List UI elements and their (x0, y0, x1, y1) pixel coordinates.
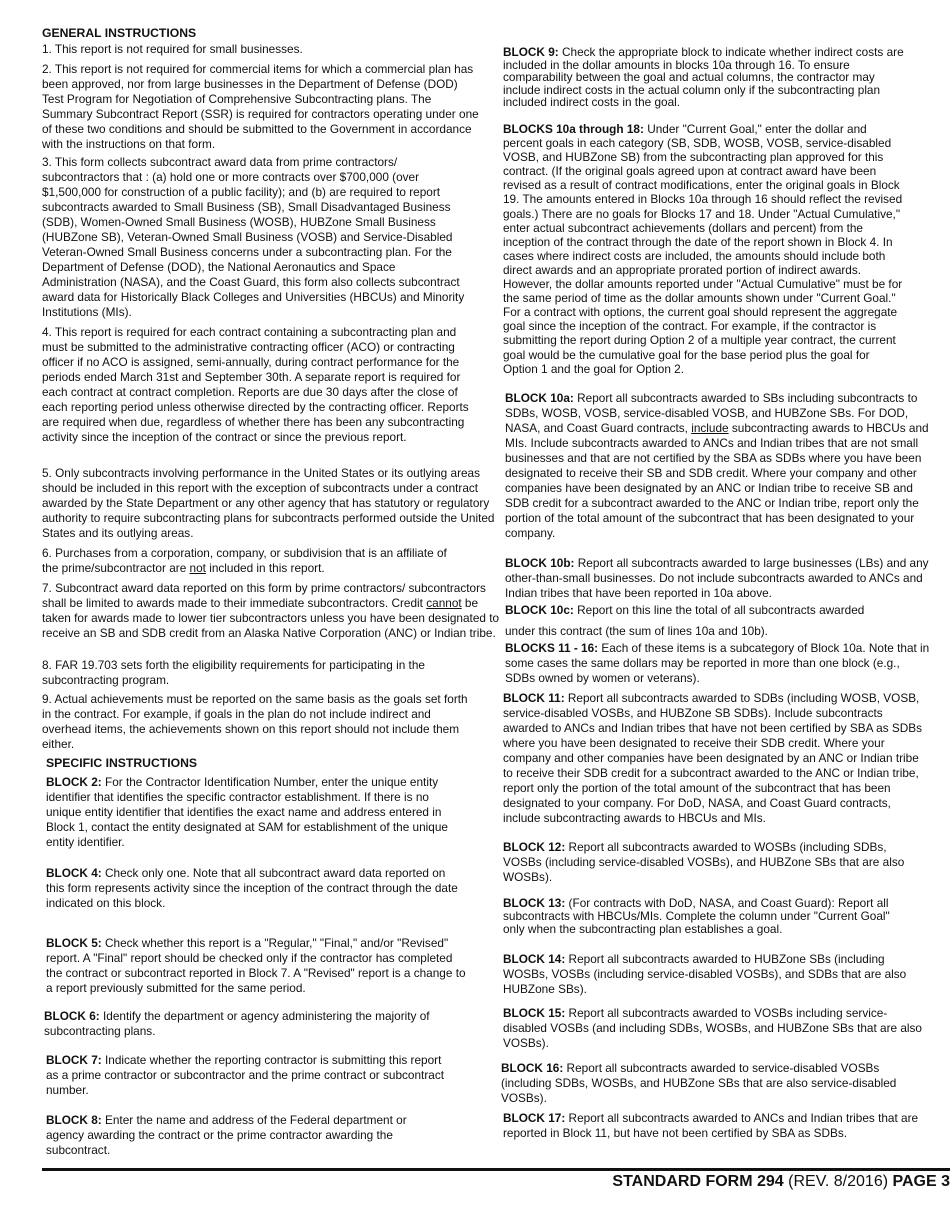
block-17-text: Report all subcontracts awarded to ANCs and Indian tribes that are reported in Block 11, but have not been certified by SBA as SDBs. (503, 1111, 919, 1140)
block-9 (503, 46, 915, 109)
block-11-label: BLOCK 11: (503, 691, 565, 705)
block-4-text: Check only one. Note that all subcontract award data reported on this form represents activity since the inception of the contract through the date indicated on this block. (46, 866, 458, 910)
general-item-7 (42, 581, 500, 641)
general-item-2: 2. This report is not required for commercial items for which a commercial plan has been approved, nor from large businesses in the Department of Defense (DOD) Test Program for Negotiation of Comprehensive Subcontracting plans. The Summary Subcontract Report (SSR) is required for contractors operating under one of these two conditions and should be submitted to the Government in accordance with the instructions on that form. (42, 62, 479, 151)
block-5-label: BLOCK 5: (46, 936, 102, 950)
general-item-5: 5. Only subcontracts involving performance in the United States or its outlying areas should be included in this report with the exception of subcontracts under a contract awarded by the State Department or any other agency that has statutory or regulatory authority to require subcontracting plans for subcontracts performed outside the United States and its outlying areas. (42, 466, 495, 540)
general-item-9: 9. Actual achievements must be reported on the same basis as the goals set forth in the contract. For example, if goals in the plan do not include indirect and overhead items, the achievements shown on this report should not include them either. (42, 692, 468, 751)
block-14-label: BLOCK 14: (503, 952, 566, 966)
blocks-11-16-label: BLOCKS 11 - 16: (505, 641, 599, 655)
block-10c (505, 603, 933, 618)
block-7-label: BLOCK 7: (46, 1053, 102, 1067)
blocks-10a-18-text: Under "Current Goal," enter the dollar and percent goals in each category (SB, SDB, WOSB, VOSB, service-disabled VOSB, and HUBZone SB) from the subcontracting plan approved for this contract. (If the original goals agreed upon at contract award have been revised as a result of contract modifications, enter the original goals in Block 19. The amounts entered in Blocks 10a through 16 should reflect the revised goals.) There are no goals for Blocks 17 and 18. Under "Actual Cumulative," enter actual subcontract achievements (dollars and percent) from the inception of the contract through the date of the report shown in Block 4. In cases where indirect costs are included, the amounts should include both direct awards and an appropriate prorated portion of indirect awards. However, the dollar amounts reported under "Actual Cumulative" must be for the same period of time as the dollar amounts shown under "Current Goal." For a contract with options, the current goal should represent the aggregate goal since the inception of the contract. For example, if the contractor is submitting the report during Option 2 of a multiple year contract, the current goal would be the cumulative goal for the base period plus the goal for Option 1 and the goal for Option 2. (503, 122, 903, 376)
general-item-8: 8. FAR 19.703 sets forth the eligibility requirements for participating in the subcontracting program. (42, 658, 425, 687)
general-item-6 (42, 546, 452, 576)
item6-text-b: included in this report. (205, 561, 325, 575)
block-2-text: For the Contractor Identification Number, enter the unique entity identifier that identifies the specific contractor establishment. If there is no unique entity identifier that identifies the exact name and address entered in Block 1, contact the entity designated at SAM for establishment of the unique entity identifier. (46, 775, 448, 849)
block-4-label: BLOCK 4: (46, 866, 102, 880)
block-10b-label: BLOCK 10b: (505, 556, 575, 570)
block-16-text: Report all subcontracts awarded to service-disabled VOSBs (including SDBs, WOSBs, and HUBZone SBs that are also service-disabled VOSBs). (501, 1061, 897, 1105)
block-10a-underline: include (691, 421, 729, 435)
page-footer (612, 1173, 950, 1191)
item7-underline: cannot (426, 596, 462, 610)
block-8 (46, 1113, 446, 1158)
block-10c-text: Report on this line the total of all subcontracts awarded (573, 603, 865, 617)
item6-text-a: 6. Purchases from a corporation, company, or subdivision that is an affiliate of the prime/subcontractor are (42, 546, 447, 575)
item7-text-a: 7. Subcontract award data reported on this form by prime contractors/ subcontractors shall be limited to awards made to their immediate subcontractors. Credit (42, 581, 486, 610)
footer-rule (42, 1168, 950, 1171)
block-12-text: Report all subcontracts awarded to WOSBs (including SDBs, VOSBs (including service-disabled VOSBs), and HUBZone SBs that are also WOSBs). (503, 840, 905, 884)
block-5 (46, 936, 466, 996)
block-10a-text-a: Report all subcontracts awarded to SBs including subcontracts to SDBs, WOSB, VOSB, service-disabled VOSB, and HUBZone SBs. For DOD, NASA, and Coast Guard contracts, (505, 391, 918, 435)
block-15-text: Report all subcontracts awarded to VOSBs including service-disabled VOSBs (and including SDBs, WOSBs, and HUBZone SBs that are also VOSBs). (503, 1006, 922, 1050)
block-10c-label: BLOCK 10c: (505, 603, 574, 617)
block-2-label: BLOCK 2: (46, 775, 102, 789)
block-17-label: BLOCK 17: (503, 1111, 566, 1125)
block-10a-text-b: subcontracting awards to HBCUs and MIs. Include subcontracts awarded to ANCs and Indian tribes that are not small businesses and that are not certified by the SBA as SDBs where you have been designated to receive their SB and SDB credit. Where your company and other companies have been designated by an ANC or Indian tribe to receive SB and SDB credit for a subcontract awarded to the ANC or Indian tribe, report only the portion of the total amount of the subcontract that has been designated to your company. (505, 421, 929, 540)
block-15 (503, 1006, 928, 1051)
block-13-text: (For contracts with DoD, NASA, and Coast Guard): Report all subcontracts with HBCUs/MIs. Complete the column under "Current Goal" only when the subcontracting plan establishes a goal. (503, 896, 890, 936)
block-10c-continued: under this contract (the sum of lines 10a and 10b). (505, 624, 768, 638)
block-9-text: Check the appropriate block to indicate whether indirect costs are included in the dollar amounts in blocks 10a through 16. To ensure comparability between the goal and actual columns, the contractor may include indirect costs in the actual column only if the subcontracting plan included indirect costs in the goal. (503, 45, 904, 109)
block-14 (503, 952, 928, 997)
block-9-label: BLOCK 9: (503, 45, 559, 59)
block-8-label: BLOCK 8: (46, 1113, 102, 1127)
block-6-label: BLOCK 6: (44, 1009, 100, 1023)
block-5-text: Check whether this report is a "Regular," "Final," and/or "Revised" report. A "Final" report should be checked only if the contractor has completed the contract or subcontract reported in Block 7. A "Revised" report is a change to a report previously submitted for the same period. (46, 936, 466, 995)
item6-underline: not (189, 561, 206, 575)
form-revision: (REV. 8/2016) (783, 1173, 893, 1190)
block-10a (505, 391, 933, 541)
block-14-text: Report all subcontracts awarded to HUBZone SBs (including WOSBs, VOSBs (including service-disabled VOSBs), and SDBs that are also HUBZone SBs). (503, 952, 907, 996)
block-10a-label: BLOCK 10a: (505, 391, 574, 405)
block-11-text: Report all subcontracts awarded to SDBs (including WOSB, VOSB, service-disabled VOSBs, and HUBZone SB SDBs). Include subcontracts awarded to ANCs and Indian tribes that have not been certified by SBA as SDBs where you have been designated to receive their SDB credit. Where your company and other companies have been designated by an ANC or Indian tribe to receive their SDB credit for a subcontract awarded to the ANC or Indian tribe, report only the portion of the total amount of the subcontract that has been designated to your company. For DoD, NASA, and Coast Guard contracts, include subcontracting awards to HBCUs and MIs. (503, 691, 923, 825)
block-16 (501, 1061, 926, 1106)
block-12-label: BLOCK 12: (503, 840, 566, 854)
general-item-1: 1. This report is not required for small businesses. (42, 42, 303, 56)
general-item-4: 4. This report is required for each contract containing a subcontracting plan and must be submitted to the administrative contracting officer (ACO) or contracting officer if no ACO is assigned, semi-annually, during contract performance for the periods ended March 31st and September 30th. A separate report is required for each contract at contract completion. Reports are due 30 days after the close of each reporting period unless otherwise directed by the contracting officer. Reports are required when due, regardless of whether there has been any subcontracting activity since the inception of the contract or since the previous report. (42, 325, 469, 444)
block-15-label: BLOCK 15: (503, 1006, 566, 1020)
block-10b-text: Report all subcontracts awarded to large businesses (LBs) and any other-than-small businesses. Do not include subcontracts awarded to ANCs and Indian tribes that have been reported in 10a above. (505, 556, 929, 600)
block-13-label: BLOCK 13: (503, 896, 566, 910)
block-13 (503, 897, 898, 936)
block-12 (503, 840, 913, 885)
blocks-10a-18-label: BLOCKS 10a through 18: (503, 122, 644, 136)
specific-instructions-heading: SPECIFIC INSTRUCTIONS (46, 756, 197, 770)
general-item-3: 3. This form collects subcontract award data from prime contractors/ subcontractors that : (a) hold one or more contracts over $700,000 (over $1,500,000 for construction of a public facility); and (b) are required to report subcontracts awarded to Small Business (SB), Small Disadvantaged Business (SDB), Women-Owned Small Business (WOSB), HUBZone Small Business (HUBZone SB), Veteran-Owned Small Business (VOSB) and Service-Disabled Veteran-Owned Small Business concerns under a subcontracting plan. For the Department of Defense (DOD), the National Aeronautics and Space Administration (NASA), and the Coast Guard, this form also collects subcontract award data for Historically Black Colleges and Universities (HBCUs) and Minority Institutions (MIs). (42, 155, 465, 319)
block-4 (46, 866, 466, 911)
block-6 (44, 1009, 464, 1039)
block-2 (46, 775, 466, 850)
page-number: PAGE 3 (892, 1173, 950, 1190)
block-16-label: BLOCK 16: (501, 1061, 564, 1075)
form-name: STANDARD FORM 294 (612, 1173, 784, 1190)
block-17 (503, 1111, 928, 1141)
block-6-text: Identify the department or agency administering the majority of subcontracting plans. (44, 1009, 430, 1038)
blocks-11-16 (505, 641, 933, 686)
block-10b (505, 556, 933, 601)
block-8-text: Enter the name and address of the Federal department or agency awarding the contract or the prime contractor awarding the subcontract. (46, 1113, 407, 1157)
general-instructions-heading: GENERAL INSTRUCTIONS (42, 26, 197, 40)
block-7 (46, 1053, 446, 1098)
blocks-10a-18 (503, 122, 903, 376)
blocks-11-16-text: Each of these items is a subcategory of Block 10a. Note that in some cases the same dollars may be reported in more than one block (e.g., SDBs owned by women or veterans). (505, 641, 930, 685)
block-7-text: Indicate whether the reporting contractor is submitting this report as a prime contractor or subcontractor and the prime contract or subcontract number. (46, 1053, 445, 1097)
item7-text-b: be taken for awards made to lower tier subcontractors unless you have been designated to receive an SB and SDB credit from an Alaska Native Corporation (ANC) or Indian tribe. (42, 596, 500, 640)
block-11 (503, 691, 931, 826)
